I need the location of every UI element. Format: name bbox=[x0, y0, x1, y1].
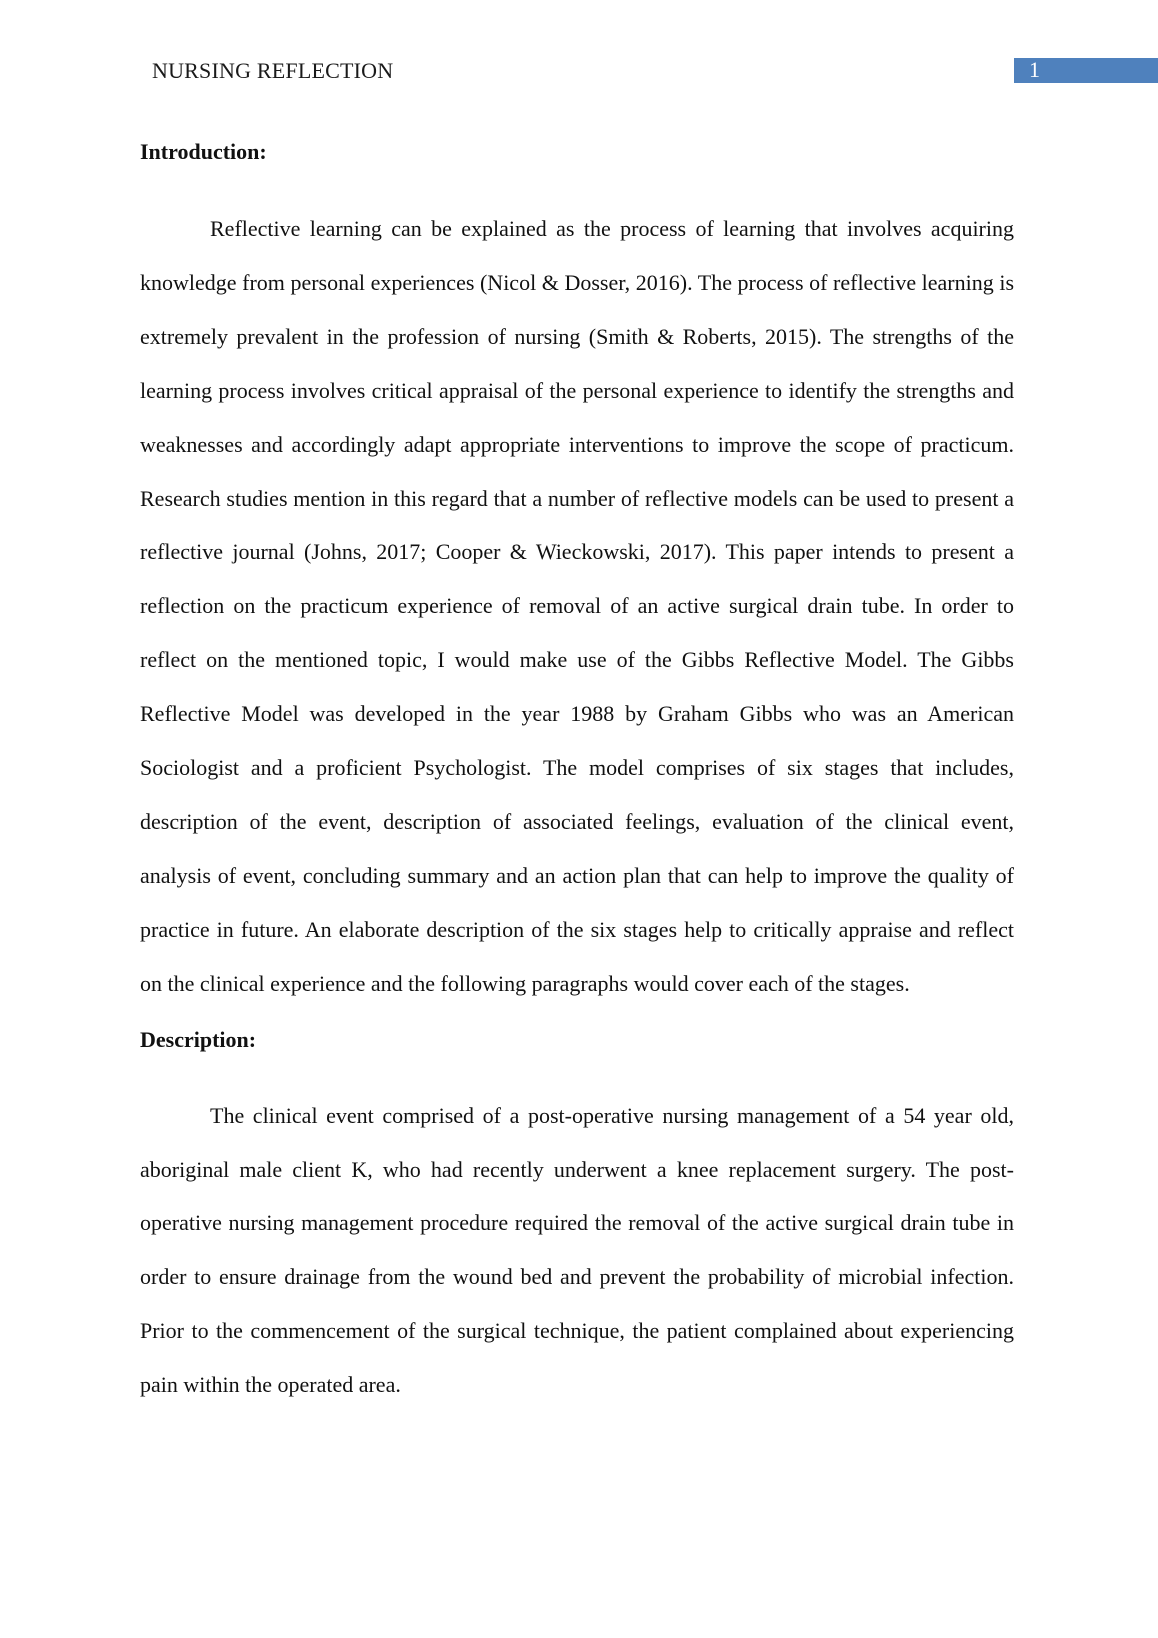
section-heading-introduction: Introduction: bbox=[140, 139, 267, 164]
document-body bbox=[140, 137, 1014, 1412]
running-head: NURSING REFLECTION bbox=[152, 58, 394, 83]
section-heading-description: Description: bbox=[140, 1026, 257, 1052]
introduction-paragraph: Reflective learning can be explained as the process of learning that involves acquiring knowledge from personal experiences (Nicol & Dosser, 2016). The process of reflective learning is extremely prevalent in the profession of nursing (Smith & Roberts, 2015). The strengths of the learning process involves critical appraisal of the personal experience to identify the strengths and weaknesses and accordingly adapt appropriate interventions to improve the scope of practicum. Research studies mention in this regard that a number of reflective models can be used to present a reflective journal (Johns, 2017; Cooper & Wieckowski, 2017). This paper intends to present a reflection on the practicum experience of removal of an active surgical drain tube. In order to reflect on the mentioned topic, I would make use of the Gibbs Reflective Model. The Gibbs Reflective Model was developed in the year 1988 by Graham Gibbs who was an American Sociologist and a proficient Psychologist. The model comprises of six stages that includes, description of the event, description of associated feelings, evaluation of the clinical event, analysis of event, concluding summary and an action plan that can help to improve the quality of practice in future. An elaborate description of the six stages help to critically appraise and reflect on the clinical experience and the following paragraphs would cover each of the stages. bbox=[140, 216, 1014, 996]
page-number: 1 bbox=[1029, 57, 1040, 82]
description-paragraph: The clinical event comprised of a post-operative nursing management of a 54 year old, aboriginal male client K, who had recently underwent a knee replacement surgery. The post-operative nursing management procedure required the removal of the active surgical drain tube in order to ensure drainage from the wound bed and prevent the probability of microbial infection. Prior to the commencement of the surgical technique, the patient complained about experiencing pain within the operated area. bbox=[140, 1102, 1014, 1398]
